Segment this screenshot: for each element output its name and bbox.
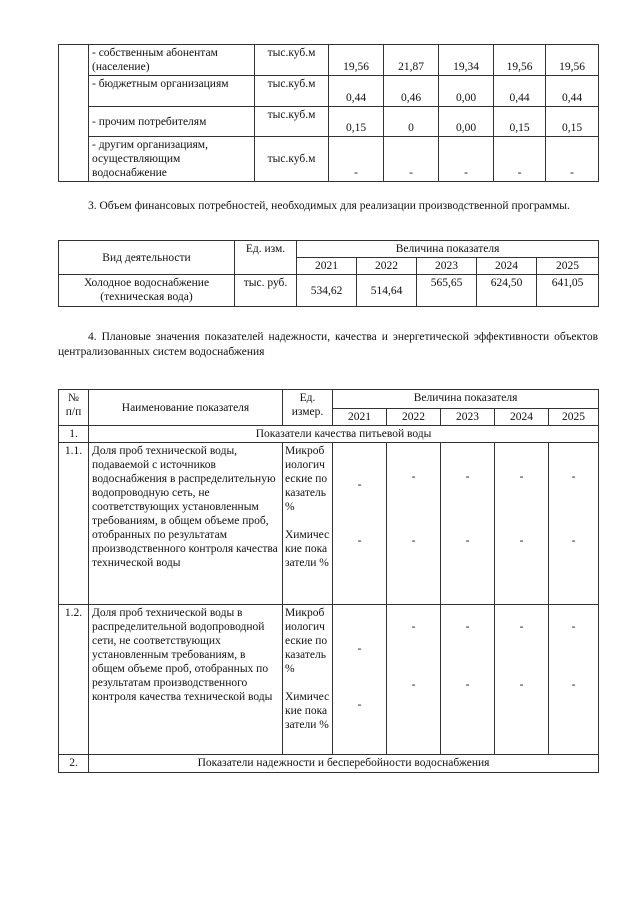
value-cell: 19,34	[439, 45, 494, 76]
micro-value: -	[411, 621, 416, 634]
value-cell: 0,15	[329, 107, 384, 137]
value-cell: 0,46	[384, 76, 439, 107]
value-cell	[441, 443, 495, 605]
micro-value: -	[357, 643, 362, 656]
empty-cell	[59, 45, 89, 182]
header-value: Величина показателя	[333, 390, 599, 409]
unit-chem: Химические показатели %	[285, 529, 330, 570]
group-row	[59, 755, 599, 773]
chem-value: -	[357, 535, 362, 548]
value-cell: 0,44	[329, 76, 384, 107]
group-title: Показатели качества питьевой воды	[89, 426, 599, 443]
header-activity: Вид деятельности	[59, 241, 235, 275]
consumption-table	[58, 44, 599, 182]
value-cell: 0,15	[546, 107, 599, 137]
table-row	[59, 443, 599, 605]
value-cell: 0,00	[439, 76, 494, 107]
item-unit	[283, 443, 333, 605]
header-unit: Ед. измер.	[283, 390, 333, 426]
row-unit: тыс.куб.м	[255, 76, 329, 107]
header-name: Наименование показателя	[89, 390, 283, 426]
unit-micro: Микробиологические показатель %	[285, 445, 328, 514]
chem-value: -	[357, 699, 362, 712]
group-num: 2.	[59, 755, 89, 773]
year-header: 2024	[477, 258, 537, 275]
unit-cell: тыс. руб.	[235, 275, 297, 307]
value-cell: 0,44	[494, 76, 546, 107]
chem-value: -	[571, 679, 576, 692]
value-cell: 624,50	[477, 275, 537, 307]
value-cell: 534,62	[297, 275, 357, 307]
row-unit: тыс.куб.м	[255, 45, 329, 76]
item-num: 1.2.	[59, 605, 89, 755]
value-cell	[387, 443, 441, 605]
chem-value: -	[519, 679, 524, 692]
year-header: 2021	[333, 409, 387, 426]
group-title: Показатели надежности и бесперебойности водоснабжения	[89, 755, 599, 773]
value-cell: -	[384, 137, 439, 182]
micro-value: -	[571, 471, 576, 484]
table-header-row	[59, 390, 599, 409]
table-row	[59, 107, 599, 137]
micro-value: -	[519, 471, 524, 484]
header-unit: Ед. изм.	[235, 241, 297, 275]
group-num: 1.	[59, 426, 89, 443]
value-cell: -	[494, 137, 546, 182]
micro-value: -	[357, 479, 362, 492]
chem-value: -	[465, 535, 470, 548]
table-header-row	[59, 241, 599, 258]
item-num: 1.1.	[59, 443, 89, 605]
micro-value: -	[411, 471, 416, 484]
table-row	[59, 137, 599, 182]
group-row	[59, 426, 599, 443]
header-num: № п/п	[59, 390, 89, 426]
value-cell: 19,56	[329, 45, 384, 76]
table-row	[59, 45, 599, 76]
financial-table	[58, 240, 599, 307]
table-row	[59, 275, 599, 307]
unit-micro: Микробиологические показатель %	[285, 607, 328, 676]
year-header: 2021	[297, 258, 357, 275]
year-header: 2022	[387, 409, 441, 426]
value-cell	[549, 443, 599, 605]
activity-cell: Холодное водоснабжение (техническая вода)	[59, 275, 235, 307]
value-cell	[549, 605, 599, 755]
value-cell	[333, 443, 387, 605]
year-header: 2025	[537, 258, 599, 275]
item-name: Доля проб технической воды в распределительной водопроводной сети, не соответствующих установленным требованиям, в общем объеме проб, отобранных по результатам производственного контроля качества технической воды	[89, 605, 283, 755]
section-3-paragraph	[58, 199, 598, 214]
row-name: - собственным абонентам (население)	[89, 45, 255, 76]
row-name: - другим организациям, осуществляющим водоснабжение	[89, 137, 255, 182]
micro-value: -	[465, 621, 470, 634]
section-4-paragraph	[58, 330, 598, 360]
value-cell: 0,00	[439, 107, 494, 137]
value-cell: 0,44	[546, 76, 599, 107]
row-unit: тыс.куб.м	[255, 107, 329, 137]
year-header: 2023	[417, 258, 477, 275]
value-cell	[333, 605, 387, 755]
chem-value: -	[571, 535, 576, 548]
value-cell: 0	[384, 107, 439, 137]
value-cell	[387, 605, 441, 755]
value-cell: 21,87	[384, 45, 439, 76]
micro-value: -	[571, 621, 576, 634]
section-3-text: 3. Объем финансовых потребностей, необходимых для реализации производственной программы.	[88, 200, 570, 212]
value-cell: -	[329, 137, 384, 182]
value-cell: 641,05	[537, 275, 599, 307]
value-cell: 0,15	[494, 107, 546, 137]
table-row	[59, 605, 599, 755]
indicators-table	[58, 389, 599, 773]
unit-chem: Химические показатели %	[285, 691, 330, 732]
year-header: 2024	[495, 409, 549, 426]
year-header: 2025	[549, 409, 599, 426]
row-name: - бюджетным организациям	[89, 76, 255, 107]
chem-value: -	[411, 535, 416, 548]
item-unit	[283, 605, 333, 755]
value-cell: -	[439, 137, 494, 182]
micro-value: -	[465, 471, 470, 484]
value-cell: 19,56	[494, 45, 546, 76]
row-unit: тыс.куб.м	[255, 137, 329, 182]
header-value: Величина показателя	[297, 241, 599, 258]
row-name: - прочим потребителям	[89, 107, 255, 137]
value-cell: -	[546, 137, 599, 182]
chem-value: -	[411, 679, 416, 692]
value-cell	[441, 605, 495, 755]
value-cell	[495, 605, 549, 755]
micro-value: -	[519, 621, 524, 634]
chem-value: -	[465, 679, 470, 692]
chem-value: -	[519, 535, 524, 548]
value-cell: 19,56	[546, 45, 599, 76]
value-cell: 565,65	[417, 275, 477, 307]
year-header: 2022	[357, 258, 417, 275]
item-name: Доля проб технической воды, подаваемой с источников водоснабжения в распределительную водопроводную сеть, не соответствующих установленным требованиям, в общем объеме проб, отобранных по результатам производственного контроля качества технической воды	[89, 443, 283, 605]
year-header: 2023	[441, 409, 495, 426]
table-row	[59, 76, 599, 107]
value-cell	[495, 443, 549, 605]
section-4-text: 4. Плановые значения показателей надежности, качества и энергетической эффективности объектов централизованных систем водоснабжения	[58, 331, 598, 358]
value-cell: 514,64	[357, 275, 417, 307]
